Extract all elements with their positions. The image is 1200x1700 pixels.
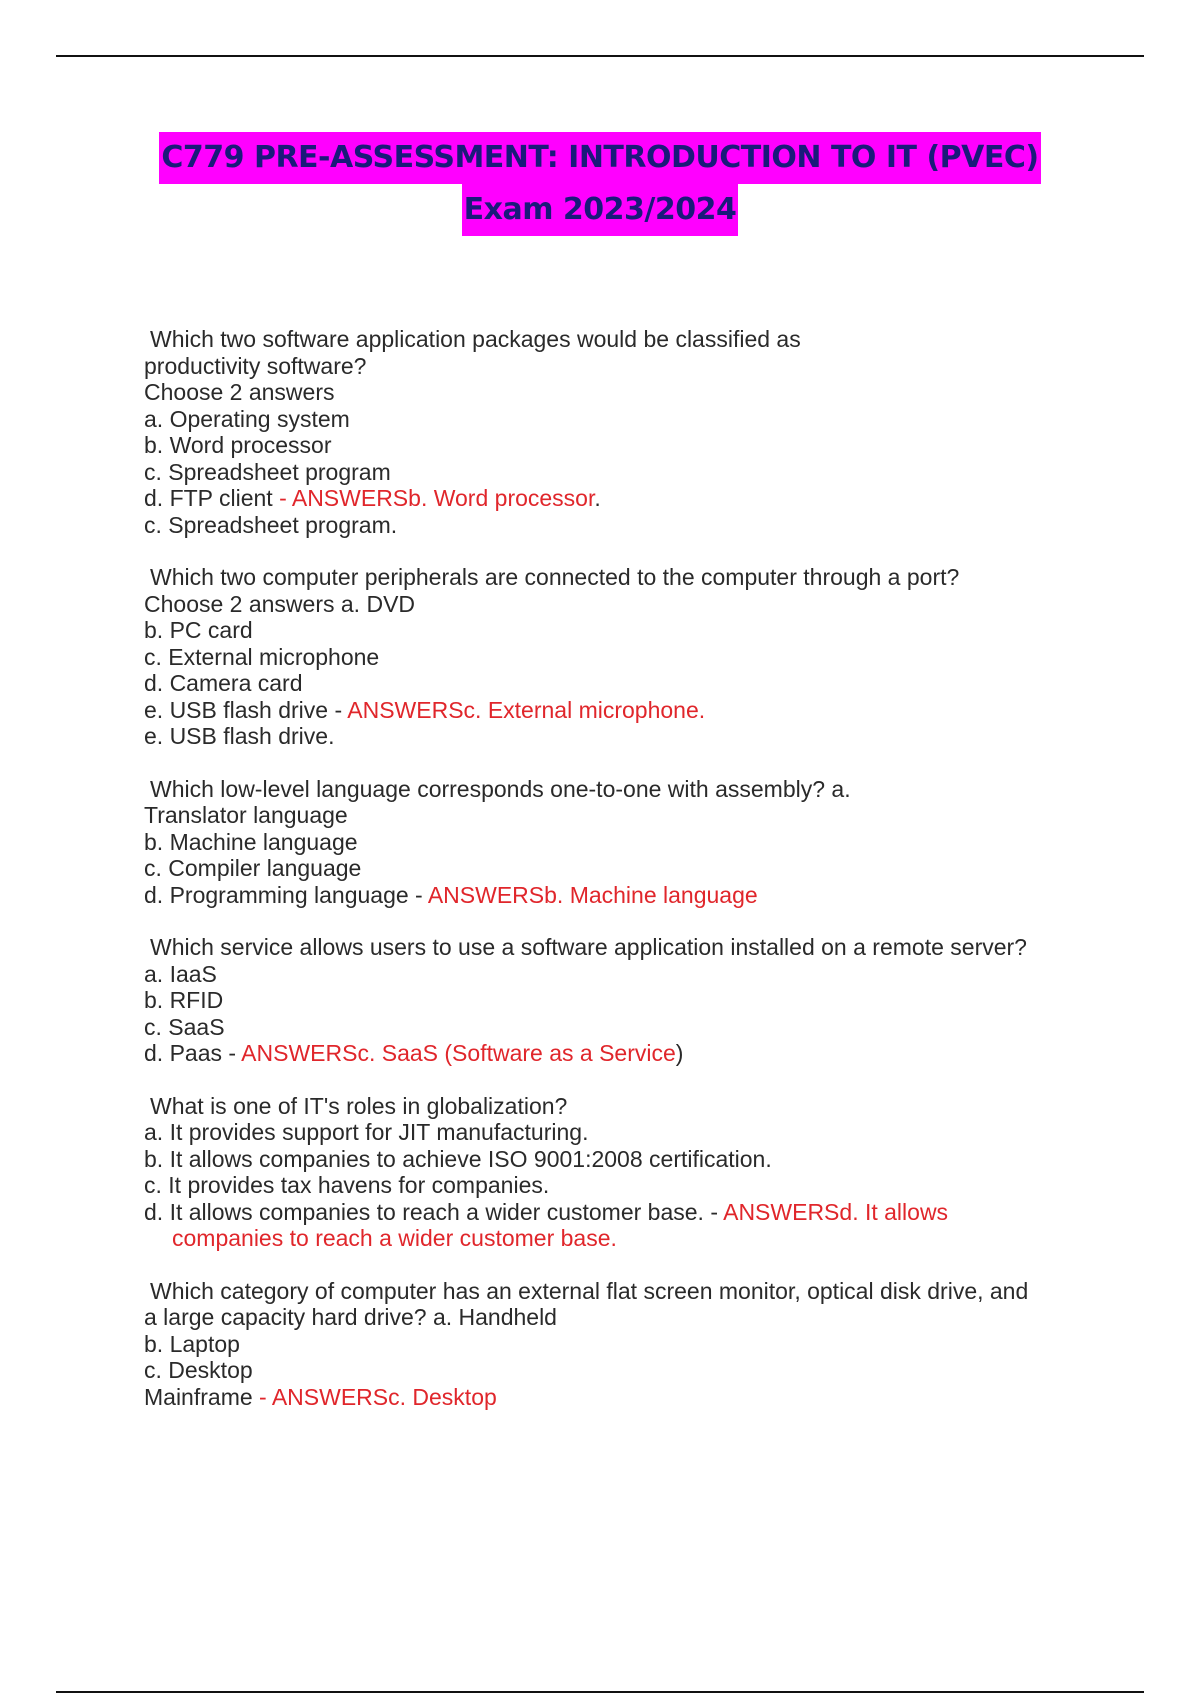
option-b: b. Laptop [144,1330,240,1357]
question-3 [144,776,1084,909]
answer-text: - ANSWERSc. Desktop [252,1383,497,1410]
option-d-text: d. Programming language - [144,881,428,908]
option-a: a. IaaS [144,960,217,987]
option-c: c. SaaS [144,1013,225,1040]
document-title [0,132,1200,236]
document-body [144,326,1084,1436]
question-5 [144,1093,1084,1252]
question-4 [144,934,1084,1067]
option-d-text: d. FTP client [144,485,273,511]
option-d: d. Camera card [144,670,303,696]
instruction: Choose 2 answers [144,379,335,405]
option-a: a. It provides support for JIT manufacturing. [144,1119,589,1145]
option-d [144,485,1084,512]
option-d-text: d. It allows companies to reach a wider customer base. - [144,1198,724,1225]
answer-extra: e. USB flash drive. [144,723,335,749]
option-d-text: d. Paas - [144,1040,242,1066]
question-text: Which two computer peripherals are connected to the computer through a port? [150,564,960,590]
answer-extra: c. Spreadsheet program. [144,511,398,538]
answer-text-cont: companies to reach a wider customer base. [172,1225,617,1251]
question-text: Which category of computer has an external flat screen monitor, optical disk drive, and [150,1277,1029,1304]
option-d [144,1384,1084,1411]
question-text: Which two software application packages would be classified as [150,326,801,352]
instruction: Choose 2 answers a. DVD [144,590,416,617]
title-line-1: C779 PRE-ASSESSMENT: INTRODUCTION TO IT (PVEC) [159,132,1040,184]
option-c: c. It provides tax havens for companies. [144,1172,550,1198]
option-c: c. External microphone [144,643,380,670]
answer-tail: . [594,485,601,511]
option-d [144,882,1084,909]
question-6 [144,1278,1084,1411]
question-text-cont: productivity software? [144,352,367,379]
option-c: c. Desktop [144,1357,253,1383]
answer-text: ANSWERSb. Machine language [427,881,758,908]
question-text-cont: a large capacity hard drive? a. Handheld [144,1304,557,1330]
option-e [144,697,1084,724]
question-text: Which service allows users to use a software application installed on a remote server? [150,934,1027,960]
option-a: Translator language [144,802,348,828]
answer-text: ANSWERSc. SaaS (Software as a Service [241,1040,676,1066]
option-b: b. Word processor [144,432,332,458]
option-a: a. Operating system [144,405,350,432]
top-rule [56,55,1144,57]
option-b: b. RFID [144,987,224,1013]
title-line-2: Exam 2023/2024 [462,184,739,236]
option-c: c. Spreadsheet program [144,458,391,485]
bottom-rule [56,1691,1144,1693]
answer-text: ANSWERSd. It allows [723,1198,949,1225]
question-text: Which low-level language corresponds one-to-one with assembly? a. [150,775,851,802]
option-e-text: e. USB flash drive - [144,696,348,723]
answer-text: ANSWERSc. External microphone. [347,696,706,723]
option-d [144,1199,1084,1226]
answer-text: - ANSWERSb. Word processor [279,485,595,511]
answer-tail: ) [675,1040,684,1066]
question-1 [144,326,1084,538]
option-c: c. Compiler language [144,855,362,881]
option-d [144,1040,1084,1067]
question-text: What is one of IT's roles in globalization? [150,1092,568,1119]
option-b: b. It allows companies to achieve ISO 9001:2008 certification. [144,1145,772,1172]
option-b: b. PC card [144,617,253,643]
option-d-text: Mainframe [144,1383,253,1410]
question-2 [144,564,1084,750]
option-b: b. Machine language [144,828,358,855]
